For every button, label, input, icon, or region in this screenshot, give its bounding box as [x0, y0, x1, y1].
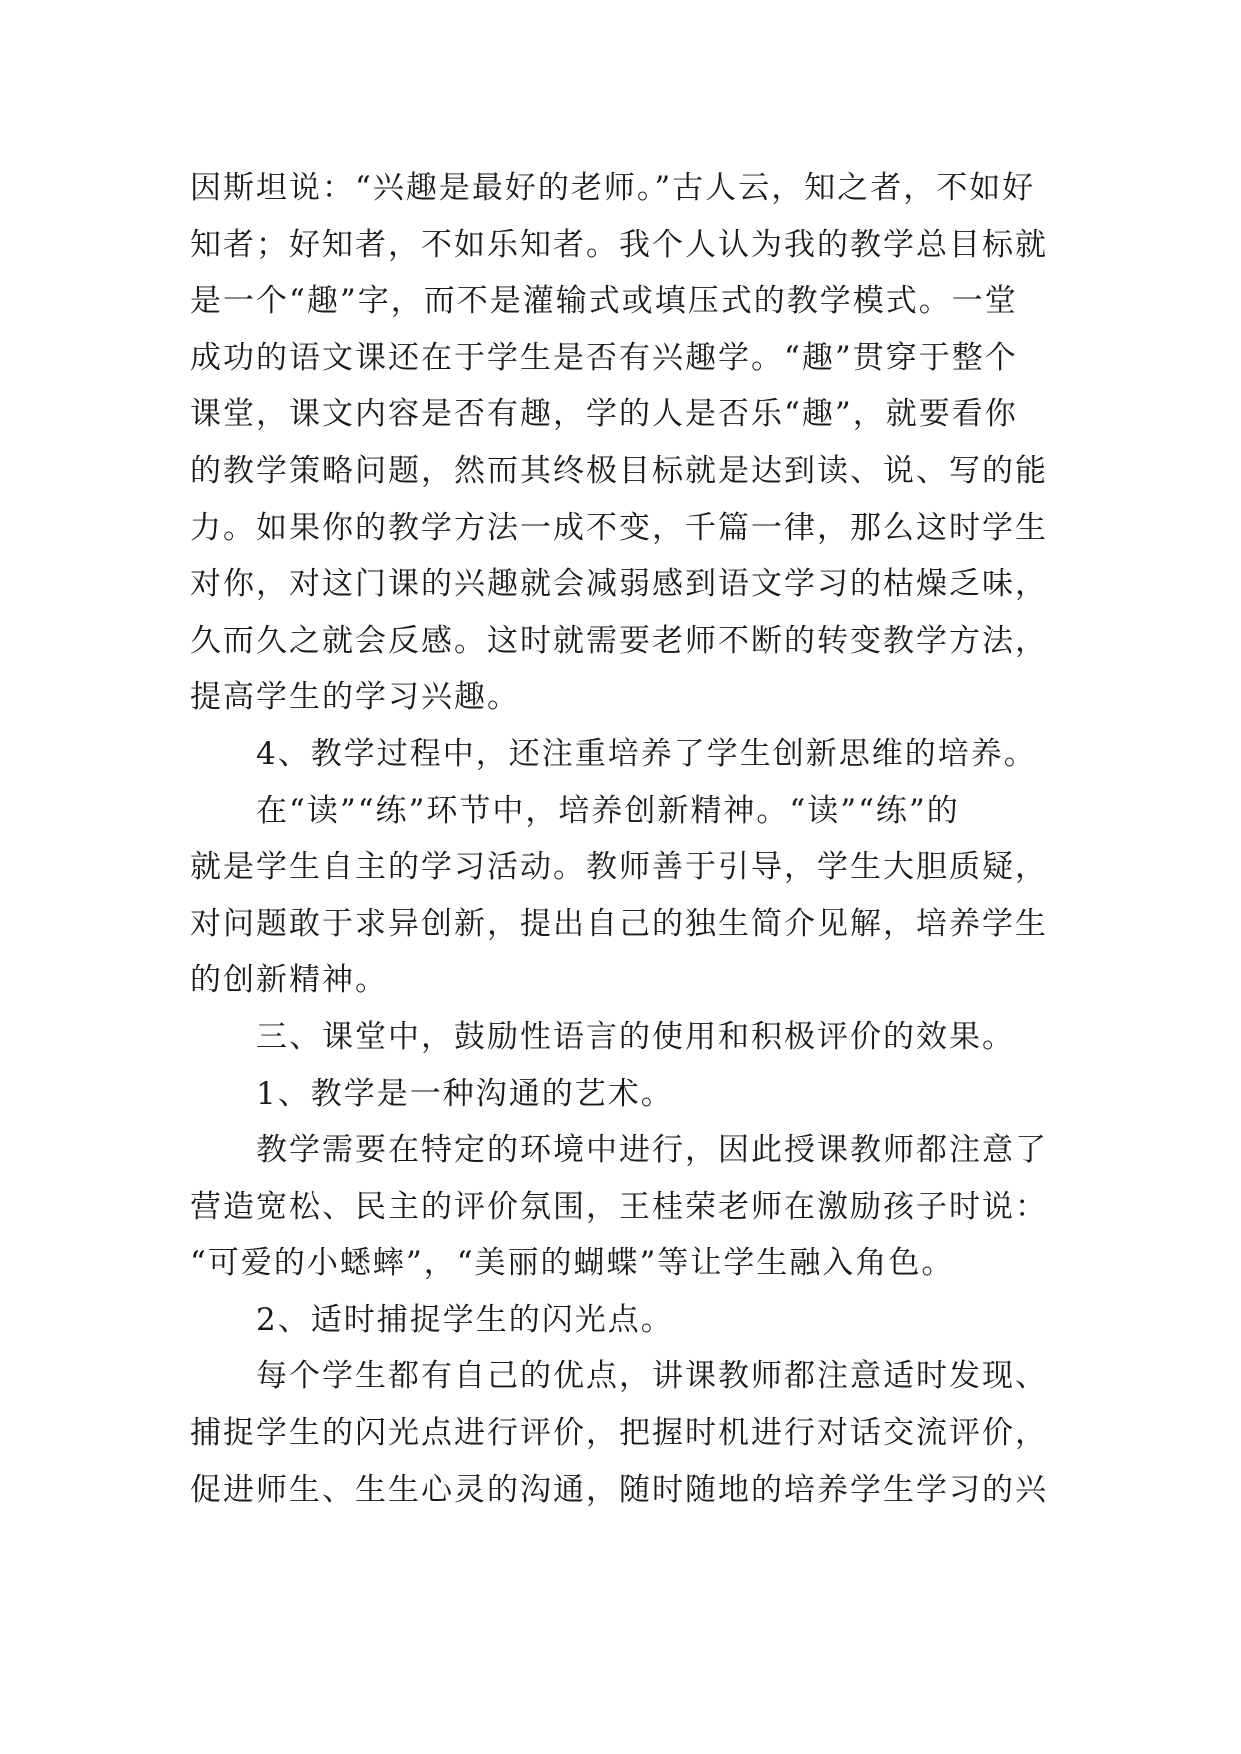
- paragraph-line: 促进师生、生生心灵的沟通，随时随地的培养学生学习的兴: [190, 1471, 1048, 1508]
- paragraph-line: 2、适时捕捉学生的闪光点。: [256, 1301, 674, 1338]
- paragraph-line: 的教学策略问题，然而其终极目标就是达到读、说、写的能: [190, 452, 1048, 489]
- paragraph-line: 对问题敢于求异创新，提出自己的独生简介见解，培养学生: [190, 905, 1048, 942]
- paragraph-line: 4、教学过程中，还注重培养了学生创新思维的培养。: [256, 735, 1037, 772]
- paragraph-line: 教学需要在特定的环境中进行，因此授课教师都注意了: [256, 1132, 1048, 1169]
- paragraph-line: 营造宽松、民主的评价氛围，王桂荣老师在激励孩子时说：: [190, 1188, 1048, 1225]
- paragraph-line: 三、课堂中，鼓励性语言的使用和积极评价的效果。: [256, 1018, 1015, 1055]
- paragraph-line: 力。如果你的教学方法一成不变，千篇一律，那么这时学生: [190, 509, 1048, 546]
- paragraph-line: 提高学生的学习兴趣。: [190, 679, 520, 716]
- paragraph-line: 的创新精神。: [190, 962, 388, 999]
- paragraph-line: 每个学生都有自己的优点，讲课教师都注意适时发现、: [256, 1358, 1048, 1395]
- paragraph-line: 捕捉学生的闪光点进行评价，把握时机进行对话交流评价，: [190, 1415, 1048, 1452]
- paragraph-line: 1、教学是一种沟通的艺术。: [256, 1075, 674, 1112]
- document-body: [190, 160, 1070, 1518]
- paragraph-line: 久而久之就会反感。这时就需要老师不断的转变教学方法，: [190, 622, 1048, 659]
- paragraph-line: 对你，对这门课的兴趣就会减弱感到语文学习的枯燥乏味，: [190, 566, 1048, 603]
- paragraph-line: 就是学生自主的学习活动。教师善于引导，学生大胆质疑，: [190, 849, 1048, 886]
- paragraph-line: 成功的语文课还在于学生是否有兴趣学。“趣”贯穿于整个: [190, 339, 1018, 376]
- paragraph-line: 因斯坦说：“兴趣是最好的老师。”古人云，知之者，不如好: [190, 170, 1036, 206]
- paragraph-line: 在“读”“练”环节中，培养创新精神。“读”“练”的: [256, 792, 960, 829]
- paragraph-line: 是一个“趣”字，而不是灌输式或填压式的教学模式。一堂: [190, 283, 1018, 320]
- paragraph-line: 课堂，课文内容是否有趣，学的人是否乐“趣”，就要看你: [190, 396, 1018, 433]
- paragraph-line: 知者；好知者，不如乐知者。我个人认为我的教学总目标就: [190, 226, 1048, 263]
- paragraph-line: “可爱的小蟋蟀”，“美丽的蝴蝶”等让学生融入角色。: [190, 1245, 955, 1282]
